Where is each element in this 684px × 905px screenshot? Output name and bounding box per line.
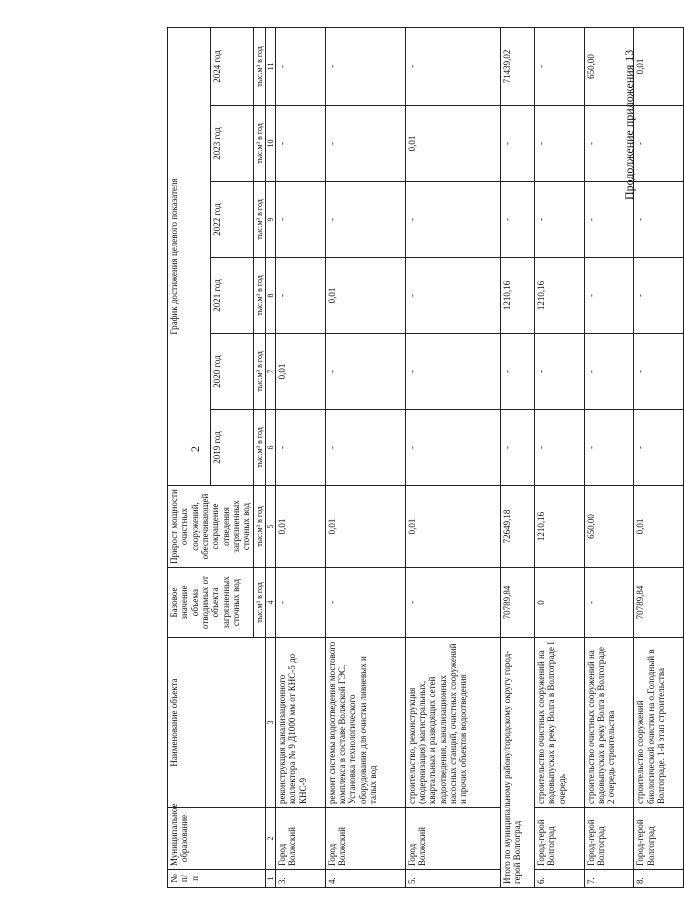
table-row	[535, 27, 585, 887]
row-number: 7.	[584, 870, 634, 888]
row-value-y2023: -	[634, 106, 684, 182]
row-value-y2023: -	[325, 106, 405, 182]
header-base-volume: Базовое значение объема отводимых от объекта загрязненных сточных вод	[168, 568, 254, 638]
row-value-base: 70789,84	[634, 568, 684, 638]
row-number: 3.	[276, 870, 326, 888]
row-value-gain: 650,00	[584, 486, 634, 568]
row-municipality: Город-герой Волгоград	[535, 808, 585, 870]
table-row	[634, 27, 684, 887]
column-index-row	[265, 27, 275, 887]
header-municipality: Муниципальное образование	[168, 808, 266, 870]
row-municipality: Город Волжский	[405, 808, 500, 870]
table-body	[276, 27, 684, 887]
header-object-name: Наименование объекта	[168, 638, 266, 808]
row-value-y2024: -	[405, 27, 500, 105]
column-index: 8	[265, 258, 275, 334]
row-number: 8.	[634, 870, 684, 888]
row-number: 6.	[535, 870, 585, 888]
row-value-gain: 0,01	[405, 486, 500, 568]
row-value-y2024: -	[276, 27, 326, 105]
row-value-y2021: 1210,16	[500, 258, 535, 334]
header-year: 2020 год	[210, 334, 253, 410]
unit-label: тыс.м³ в год	[253, 106, 265, 182]
table-row	[405, 27, 500, 887]
row-value-y2021: -	[584, 258, 634, 334]
row-value-base: 0	[535, 568, 585, 638]
row-value-y2022: -	[276, 182, 326, 258]
header-schedule: График достижения целевого показателя	[168, 27, 211, 485]
unit-label: тыс.м³ в год	[253, 27, 265, 105]
target-schedule-table	[167, 27, 684, 888]
header-row-1	[168, 27, 211, 887]
row-value-y2019: -	[535, 410, 585, 486]
row-municipality: Город Волжский	[325, 808, 405, 870]
row-value-y2021: -	[276, 258, 326, 334]
row-value-gain: 0,01	[325, 486, 405, 568]
row-value-base: -	[584, 568, 634, 638]
row-value-y2020: 0,01	[276, 334, 326, 410]
row-value-y2019: -	[634, 410, 684, 486]
row-value-y2024: 0,01	[634, 27, 684, 105]
row-value-y2022: -	[325, 182, 405, 258]
header-year: 2019 год	[210, 410, 253, 486]
row-value-y2019: -	[584, 410, 634, 486]
row-value-y2023: -	[535, 106, 585, 182]
header-year: 2024 год	[210, 27, 253, 105]
row-value-y2019: -	[276, 410, 326, 486]
row-value-y2024: 650,00	[584, 27, 634, 105]
row-municipality: Город-герой Волгоград	[584, 808, 634, 870]
page-number: 2	[188, 446, 202, 452]
row-object-name: ремонт системы водоотведения мостового комплекса в составе Волжской ГЭС. Установка технологического оборудования для очистки ливневых и талых вод	[325, 638, 405, 808]
row-value-y2024: -	[535, 27, 585, 105]
header-year: 2021 год	[210, 258, 253, 334]
unit-label: тыс.м³ в год	[253, 568, 265, 638]
row-object-name: строительство очистных сооружений на водовыпусках в реку Волга в Волгограде I очередь	[535, 638, 585, 808]
row-value-y2022: -	[535, 182, 585, 258]
row-value-base: -	[325, 568, 405, 638]
unit-label: тыс.м³ в год	[253, 486, 265, 568]
row-value-gain: 72649,18	[500, 486, 535, 568]
column-index: 5	[265, 486, 275, 568]
row-value-y2022: -	[634, 182, 684, 258]
row-value-y2020: -	[325, 334, 405, 410]
appendix-note: Продолжение приложения 13	[622, 49, 636, 200]
row-value-y2023: -	[276, 106, 326, 182]
unit-label: тыс.м³ в год	[253, 334, 265, 410]
row-value-y2024: -	[325, 27, 405, 105]
row-value-y2019: -	[325, 410, 405, 486]
row-value-y2022: -	[405, 182, 500, 258]
header-number: № п/п	[168, 870, 266, 888]
header-year: 2023 год	[210, 106, 253, 182]
row-municipality: Город-герой Волгоград	[634, 808, 684, 870]
row-number: 4.	[325, 870, 405, 888]
row-value-y2023: -	[500, 106, 535, 182]
header-capacity-gain: Прирост мощности очистных сооружений, обеспечивающей сокращение отведения загрязненных сточных вод	[168, 486, 254, 568]
row-value-y2022: -	[584, 182, 634, 258]
column-index: 6	[265, 410, 275, 486]
row-value-y2023: 0,01	[405, 106, 500, 182]
row-value-y2020: -	[405, 334, 500, 410]
row-number: 5.	[405, 870, 500, 888]
row-municipality: Город Волжский	[276, 808, 326, 870]
column-index: 11	[265, 27, 275, 105]
table-row	[325, 27, 405, 887]
table-row	[584, 27, 634, 887]
header-year: 2022 год	[210, 182, 253, 258]
row-value-y2021: 1210,16	[535, 258, 585, 334]
column-index: 10	[265, 106, 275, 182]
row-value-base: -	[405, 568, 500, 638]
column-index: 9	[265, 182, 275, 258]
row-value-y2019: -	[405, 410, 500, 486]
row-value-gain: 1210,16	[535, 486, 585, 568]
row-value-y2020: -	[634, 334, 684, 410]
row-value-y2020: -	[584, 334, 634, 410]
row-value-base: 70789,84	[500, 568, 535, 638]
row-object-name: реконструкция канализационного коллектора № 9 Д1000 мм от КНС-5 до КНС-9	[276, 638, 326, 808]
column-index: 1	[265, 870, 275, 888]
column-index: 2	[265, 808, 275, 870]
row-value-y2020: -	[535, 334, 585, 410]
row-value-gain: 0,01	[276, 486, 326, 568]
unit-label: тыс.м³ в год	[253, 258, 265, 334]
row-value-y2021: 0,01	[325, 258, 405, 334]
row-object-name: строительство, реконструкция (модернизация) магистральных, кварталъных и разводящих сетей водоотведения, канализационных насосных станций, очистных сооружений и прочих объектов водоотведения	[405, 638, 500, 808]
row-value-y2021: -	[634, 258, 684, 334]
column-index: 4	[265, 568, 275, 638]
unit-label: тыс.м³ в год	[253, 182, 265, 258]
unit-label: тыс.м³ в год	[253, 410, 265, 486]
row-value-y2022: -	[500, 182, 535, 258]
row-value-base: -	[276, 568, 326, 638]
column-index: 7	[265, 334, 275, 410]
column-index: 3	[265, 638, 275, 808]
row-object-name: строительство сооружений биологической очистки на о.Голодный в Волгограде. 1-й этап строительства	[634, 638, 684, 808]
row-value-y2021: -	[405, 258, 500, 334]
row-value-y2019: -	[500, 410, 535, 486]
row-value-y2024: 71439,02	[500, 27, 535, 105]
row-value-gain: 0,01	[634, 486, 684, 568]
row-value-y2023: -	[584, 106, 634, 182]
total-row	[500, 27, 535, 887]
row-object-name: строительство очистных сооружений на водовыпусках в реку Волга в Волгограде 2 очередь строительства	[584, 638, 634, 808]
table-row	[276, 27, 326, 887]
total-label: Итого по муниципальному району/городскому округу город-герой Волгоград	[500, 638, 535, 888]
row-value-y2020: -	[500, 334, 535, 410]
